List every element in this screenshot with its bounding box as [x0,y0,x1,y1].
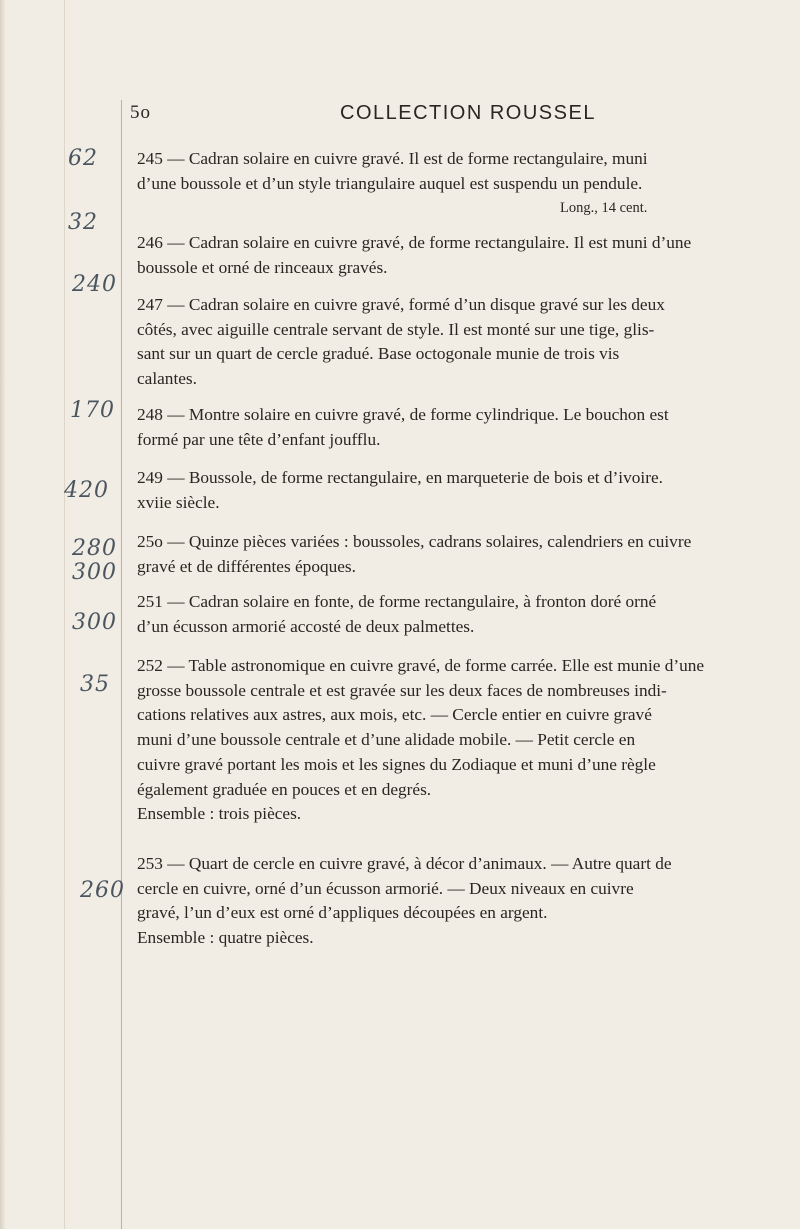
entry-line: 245 — Cadran solaire en cuivre gravé. Il est de forme rectangulaire, muni [137,149,648,168]
entry-line: côtés, avec aiguille centrale servant de style. Il est monté sur une tige, glis- [137,319,655,339]
entry-line: 251 — Cadran solaire en fonte, de forme rectangulaire, à fronton doré orné [137,592,657,611]
margin-note-35: 35 [80,672,110,697]
entry-line: grosse boussole centrale et est gravée sur les deux faces de nombreuses indi- [137,680,667,700]
running-title: COLLECTION ROUSSEL [340,102,596,124]
catalog-entry-252 [137,654,767,827]
margin-note-62: 62 [68,146,98,171]
margin-note-240: 240 [72,272,117,297]
catalog-entry-248 [137,403,767,452]
entry-line: 25o — Quinze pièces variées : boussoles, cadrans solaires, calendriers en cuivre [137,532,692,551]
margin-note-420: 420 [64,478,109,503]
entry-line: cuivre gravé portant les mois et les signes du Zodiaque et muni d’une règle [137,754,656,774]
catalog-entry-247 [137,293,767,392]
margin-note-32: 32 [68,210,98,235]
page-number: 5o [130,102,151,123]
catalog-entry-250 [137,530,767,579]
entry-line: également graduée en pouces et en degrés. [137,779,432,799]
entry-line: boussole et orné de rinceaux gravés. [137,257,388,277]
entry-line: Ensemble : quatre pièces. [137,928,314,948]
entry-line: 246 — Cadran solaire en cuivre gravé, de forme rectangulaire. Il est muni d’une [137,233,692,252]
entry-line: gravé, l’un d’eux est orné d’appliques découpées en argent. [137,903,548,923]
page-header [0,102,800,132]
catalog-entry-251 [137,590,767,639]
entry-line: d’un écusson armorié accosté de deux palmettes. [137,616,475,636]
page-edge [0,0,6,1229]
entry-line: d’une boussole et d’un style triangulaire auquel est suspendu un pendule. [137,173,643,193]
entry-line: xviie siècle. [137,492,220,512]
margin-note-300-a: 300 [72,560,117,585]
catalog-entry-245 [137,147,767,196]
entry-line: cercle en cuivre, orné d’un écusson armorié. — Deux niveaux en cuivre [137,878,634,898]
entry-245-dimension-note: Long., 14 cent. [560,200,648,216]
entry-line: sant sur un quart de cercle gradué. Base octogonale munie de trois vis [137,344,620,364]
entry-line: 252 — Table astronomique en cuivre gravé, de forme carrée. Elle est munie d’une [137,656,705,675]
entry-line: 253 — Quart de cercle en cuivre gravé, à décor d’animaux. — Autre quart de [137,854,672,873]
entry-line: calantes. [137,369,197,389]
entry-line: 249 — Boussole, de forme rectangulaire, en marqueterie de bois et d’ivoire. [137,468,663,487]
margin-rule-faint [64,0,65,1229]
margin-note-170: 170 [70,398,115,423]
entry-line: muni d’une boussole centrale et d’une alidade mobile. — Petit cercle en [137,730,636,750]
margin-rule [121,100,122,1229]
entry-line: 247 — Cadran solaire en cuivre gravé, formé d’un disque gravé sur les deux [137,295,665,314]
entry-line: formé par une tête d’enfant joufflu. [137,429,381,449]
margin-note-280: 280 [72,536,117,561]
entry-line: gravé et de différentes époques. [137,556,356,576]
entry-line: cations relatives aux astres, aux mois, etc. — Cercle entier en cuivre gravé [137,705,652,725]
entry-line: Ensemble : trois pièces. [137,804,302,824]
margin-note-260: 260 [80,878,125,903]
margin-note-300-b: 300 [72,610,117,635]
catalog-entry-246 [137,231,767,280]
catalog-entry-253 [137,852,767,951]
catalog-entry-249 [137,466,767,515]
entry-line: 248 — Montre solaire en cuivre gravé, de forme cylindrique. Le bouchon est [137,405,669,424]
